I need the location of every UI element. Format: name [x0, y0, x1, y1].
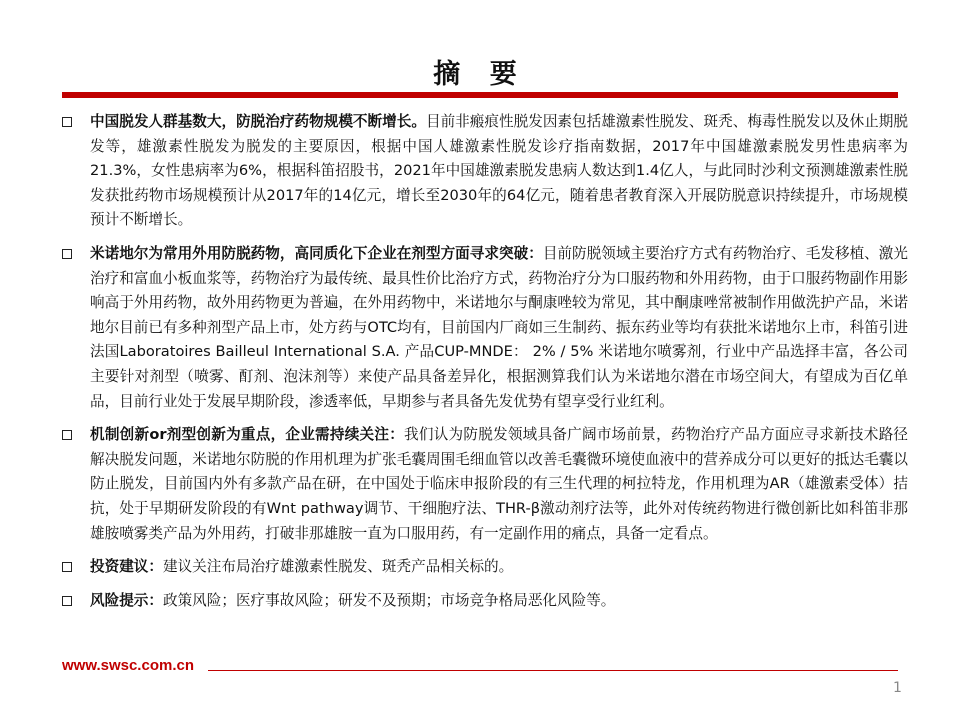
bullet-body: 政策风险；医疗事故风险；研发不及预期；市场竞争格局恶化风险等。 — [162, 591, 616, 609]
square-bullet-icon — [62, 117, 72, 127]
square-bullet-icon — [62, 249, 72, 259]
bullet-heading: 投资建议： — [90, 558, 163, 576]
bullet-body: 我们认为防脱发领域具备广阔市场前景，药物治疗产品方面应寻求新技术路径解决脱发问题，米诺地尔防脱的作用机理为扩张毛囊周围毛细血管以改善毛囊微环境使血液中的营养成分可以更好的抵达毛囊以防止脱发，目前国内外有多款产品在研，在中国处于临床申报阶段的有三生代理的柯拉特龙，作用机理为AR（雄激素受体）拮抗，处于早期研发阶段的有Wnt pathway调节、干细胞疗法、THR-β激动剂疗法等，此外对传统药物进行微创新比如科笛非那雄胺喷雾类产品为外用药，打破非那雄胺一直为口服用药，有一定副作用的痛点，具备一定看点。 — [90, 426, 908, 542]
bullet-heading: 机制创新or剂型创新为重点，企业需持续关注： — [90, 426, 405, 444]
footer-website-link[interactable]: www.swsc.com.cn — [62, 657, 194, 674]
square-bullet-icon — [62, 596, 72, 606]
bullet-heading: 米诺地尔为常用外用防脱药物，高同质化下企业在剂型方面寻求突破： — [90, 244, 543, 262]
summary-bullet-innovation — [62, 423, 908, 546]
footer-divider — [208, 670, 898, 671]
summary-bullet-market — [62, 110, 908, 233]
bullet-body: 建议关注布局治疗雄激素性脱发、斑秃产品相关标的。 — [162, 558, 514, 576]
bullet-heading: 风险提示： — [90, 591, 163, 609]
square-bullet-icon — [62, 430, 72, 440]
summary-bullet-minoxidil — [62, 242, 908, 414]
page-title: 摘 要 — [433, 59, 527, 90]
summary-bullet-risk — [62, 589, 908, 614]
summary-content — [62, 110, 908, 622]
bullet-heading: 中国脱发人群基数大，防脱治疗药物规模不断增长。 — [90, 113, 426, 130]
title-divider — [62, 92, 898, 98]
page-number: 1 — [893, 680, 902, 696]
summary-bullet-investment — [62, 555, 908, 580]
square-bullet-icon — [62, 562, 72, 572]
bullet-body: 目前非瘢痕性脱发因素包括雄激素性脱发、斑秃、梅毒性脱发以及休止期脱发等，雄激素性脱发为脱发的主要原因，根据中国人雄激素性脱发诊疗指南数据，2017年中国雄激素脱发男性患病率为21.3%，女性患病率为6%，根据科笛招股书，2021年中国雄激素脱发患病人数达到1.4亿人，与此同时沙利文预测雄激素性脱发获批药物市场规模预计从2017年的14亿元，增长至2030年的64亿元，随着患者教育深入开展防脱意识持续提升，市场规模预计不断增长。 — [90, 113, 908, 229]
bullet-body: 目前防脱领域主要治疗方式有药物治疗、毛发移植、激光治疗和富血小板血浆等，药物治疗为最传统、最具性价比治疗方式，药物治疗分为口服药物和外用药物，由于口服药物副作用影响高于外用药物，故外用药物更为普遍，在外用药物中，米诺地尔与酮康唑较为常见，其中酮康唑常被制作用做洗护产品，米诺地尔目前已有多种剂型产品上市，处方药与OTC均有，目前国内厂商如三生制药、振东药业等均有获批米诺地尔上市，科笛引进法国Laboratoires Bailleul International S.A. 产品CUP-MNDE： 2% / 5% 米诺地尔喷雾剂，行业中产品选择丰富，各公司主要针对剂型（喷雾、酊剂、泡沫剂等）来使产品具备差异化，根据测算我们认为米诺地尔潜在市场空间大，有望成为百亿单品，目前行业处于发展早期阶段，渗透率低，早期参与者具备先发优势有望享受行业红利。 — [90, 244, 908, 410]
